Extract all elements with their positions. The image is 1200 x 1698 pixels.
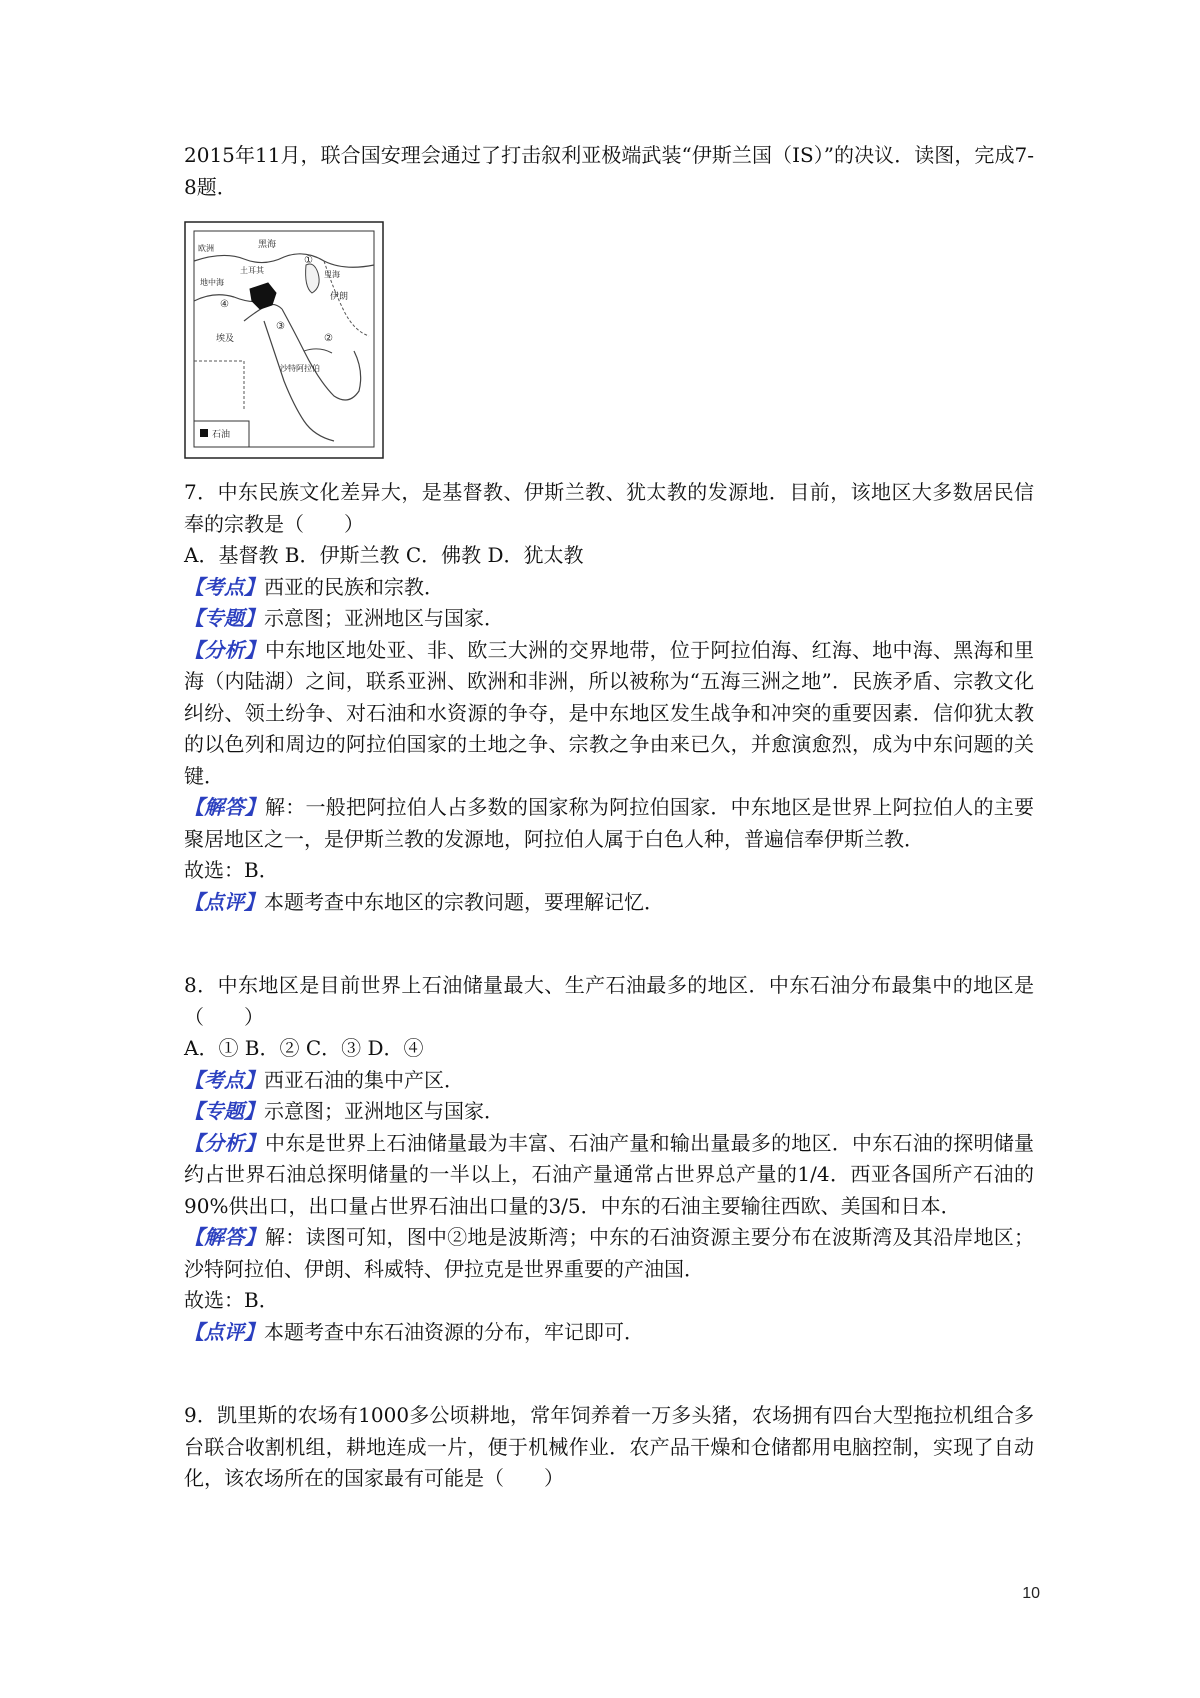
map-label-turkey: 土耳其 [240,266,264,275]
q8-kaodian-tag: 【考点】 [184,1067,264,1092]
map-label-circle-1: ① [304,255,313,266]
q8-zhuanti-tag: 【专题】 [184,1099,264,1123]
map-svg [184,221,384,459]
q8-fenxi-text: 中东是世界上石油储量最为丰富、石油产量和输出量最多的地区．中东石油的探明储量约占世界石油总探明储量的一半以上，石油产量通常占世界总产量的1/4．西亚各国所产石油的90%供出口，出口量占世界石油出口量的3/5．中东的石油主要输往西欧、美国和日本． [184,1130,1035,1218]
q8-stem: 8．中东地区是目前世界上石油储量最大、生产石油最多的地区．中东石油分布最集中的地区是（ ） [184,973,1034,1029]
q7-kaodian [184,572,1034,604]
intro-paragraph: 2015年11月，联合国安理会通过了打击叙利亚极端武装“伊斯兰国（IS）”的决议．读图，完成7-8题． [184,143,1034,199]
q8-jieda-tag: 【解答】 [184,1225,265,1249]
q8-options: A．① B．② C．③ D．④ [184,1036,424,1060]
q8-answer: 故选：B． [184,1288,279,1312]
q8-kaodian-text: 西亚石油的集中产区． [264,1067,464,1092]
q7-fenxi-text: 中东地区地处亚、非、欧三大洲的交界地带，位于阿拉伯海、红海、地中海、黑海和里海（内陆湖）之间，联系亚洲、欧洲和非洲，所以被称为“五海三洲之地”．民族矛盾、宗教文化纠纷、领土纷争、对石油和水资源的争夺，是中东地区发生战争和冲突的重要因素．信仰犹太教的以色列和周边的阿拉伯国家的土地之争、宗教之争由来已久，并愈演愈烈，成为中东问题的关键． [184,637,1035,788]
map-label-black-sea: 黑海 [258,240,277,250]
q7-jieda-tag: 【解答】 [184,795,265,819]
page-number: 10 [1022,1585,1040,1602]
q9-stem: 9．凯里斯的农场有1000多公顷耕地，常年饲养着一万多头猪，农场拥有四台大型拖拉机组合多台联合收割机组，耕地连成一片，便于机械作业．农产品干燥和仓储都用电脑控制，实现了自动化，该农场所在的国家最有可能是（ ） [184,1403,1034,1490]
q8-fenxi [184,1128,1034,1223]
q7-fenxi [184,635,1034,793]
q7-dianping-text: 本题考查中东地区的宗教问题，要理解记忆． [264,889,664,914]
q7-zhuanti-text: 示意图；亚洲地区与国家． [264,606,504,630]
page-content [184,140,1034,1495]
map-label-iran: 伊朗 [330,292,349,302]
q7-kaodian-text: 西亚的民族和宗教． [264,574,444,599]
map-label-egypt: 埃及 [216,334,235,344]
q8-fenxi-tag: 【分析】 [184,1130,265,1155]
q8-zhuanti-text: 示意图；亚洲地区与国家． [264,1099,504,1123]
q8-kaodian [184,1065,1034,1097]
q7-kaodian-tag: 【考点】 [184,574,264,599]
map-label-mediterranean: 地中海 [200,278,224,287]
q7-zhuanti [184,603,1034,635]
q7-dianping-tag: 【点评】 [184,889,264,914]
map-label-europe: 欧洲 [198,244,214,253]
q8-jieda-text: 解：读图可知，图中②地是波斯湾；中东的石油资源主要分布在波斯湾及其沿岸地区；沙特阿拉伯、伊朗、科威特、伊拉克是世界重要的产油国． [184,1225,1035,1281]
q7-options: A．基督教 B．伊斯兰教 C．佛教 D．犹太教 [184,543,584,567]
q8-zhuanti [184,1096,1034,1128]
map-label-circle-3: ③ [276,321,285,332]
q8-jieda [184,1222,1034,1285]
q8-dianping-tag: 【点评】 [184,1319,264,1344]
q8-dianping-text: 本题考查中东石油资源的分布，牢记即可． [264,1319,644,1344]
q8-dianping [184,1317,1034,1349]
question-7 [184,477,1034,918]
q7-jieda-text: 解：一般把阿拉伯人占多数的国家称为阿拉伯国家．中东地区是世界上阿拉伯人的主要聚居地区之一，是伊斯兰教的发源地，阿拉伯人属于白色人种，普遍信奉伊斯兰教． [184,795,1035,851]
q7-stem: 7．中东民族文化差异大，是基督教、伊斯兰教、犹太教的发源地．目前，该地区大多数居民信奉的宗教是（ ） [184,480,1034,536]
q7-answer: 故选：B． [184,858,279,882]
map-label-caspian: 里海 [324,270,340,279]
map-label-circle-2: ② [324,333,333,344]
q7-zhuanti-tag: 【专题】 [184,606,264,630]
question-8 [184,970,1034,1348]
q7-dianping [184,887,1034,919]
q7-fenxi-tag: 【分析】 [184,637,265,662]
legend-oil-label: 石油 [212,430,231,440]
question-9 [184,1400,1034,1495]
middle-east-map [184,221,384,459]
map-label-circle-4: ④ [220,299,229,310]
map-label-saudi: 沙特阿拉伯 [280,364,320,373]
q7-jieda [184,792,1034,855]
